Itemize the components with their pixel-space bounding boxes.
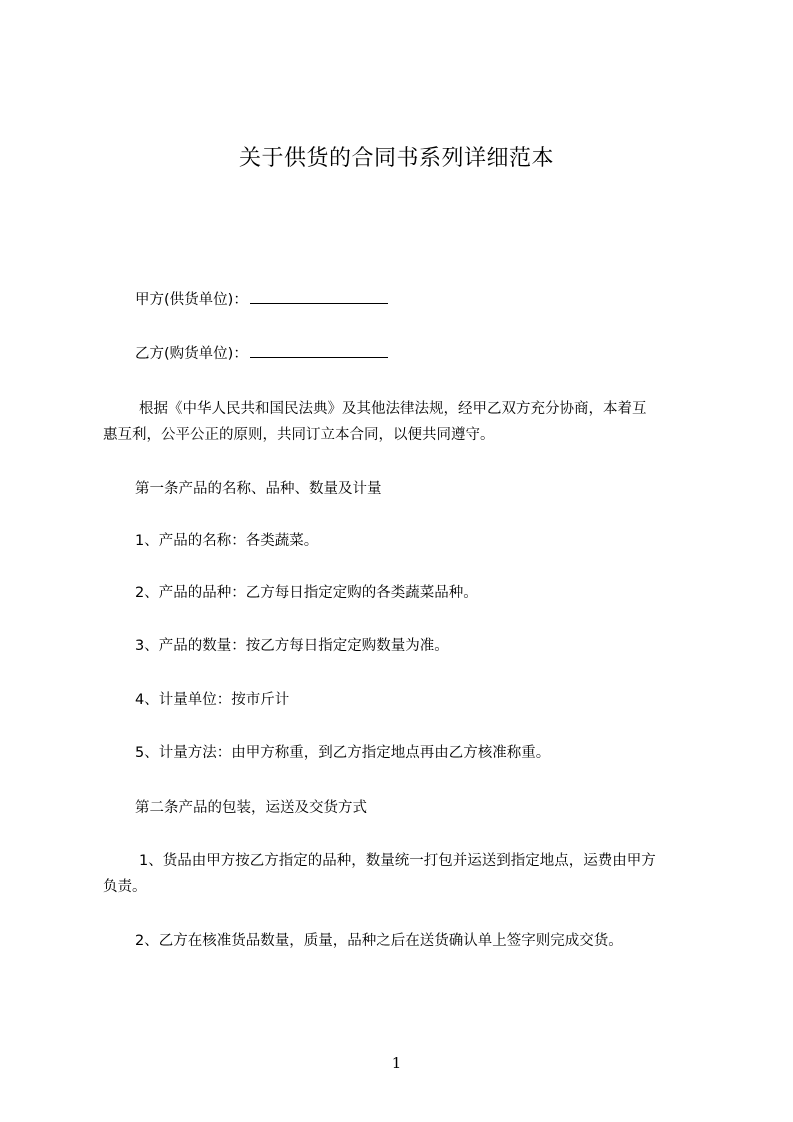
party-a-label: 甲方(供货单位)： xyxy=(135,292,248,308)
preamble-paragraph xyxy=(103,396,713,448)
party-b-label: 乙方(购货单位)： xyxy=(135,346,248,362)
party-a-blank xyxy=(250,289,388,304)
article2-item-2: 2、乙方在核准货品数量，质量，品种之后在送货确认单上签字则完成交货。 xyxy=(135,933,623,949)
article1-item-1: 1、产品的名称：各类蔬菜。 xyxy=(135,533,319,549)
article2-item-1-line-2: 负责。 xyxy=(103,879,147,895)
article1-item-2: 2、产品的品种：乙方每日指定定购的各类蔬菜品种。 xyxy=(135,585,478,601)
party-b-field xyxy=(135,341,725,367)
preamble-line-2: 惠互利，公平公正的原则，共同订立本合同，以便共同遵守。 xyxy=(103,427,495,443)
article2-item-1-line-1: 1、货品由甲方按乙方指定的品种，数量统一打包并运送到指定地点，运费由甲方 xyxy=(139,853,656,869)
article2-heading: 第二条产品的包装，运送及交货方式 xyxy=(135,800,367,816)
article1-item-3: 3、产品的数量：按乙方每日指定定购数量为准。 xyxy=(135,638,449,654)
document-title: 关于供货的合同书系列详细范本 xyxy=(238,146,554,171)
article1-item-5: 5、计量方法：由甲方称重，到乙方指定地点再由乙方核准称重。 xyxy=(135,745,551,761)
party-a-field xyxy=(135,287,725,313)
page-number: 1 xyxy=(391,1054,402,1072)
article2-item-1 xyxy=(103,848,713,900)
party-b-blank xyxy=(250,343,388,358)
article1-item-4: 4、计量单位：按市斤计 xyxy=(135,692,290,708)
preamble-line-1: 根据《中华人民共和国民法典》及其他法律法规，经甲乙双方充分协商，本着互 xyxy=(139,401,647,417)
article1-heading: 第一条产品的名称、品种、数量及计量 xyxy=(135,481,382,497)
